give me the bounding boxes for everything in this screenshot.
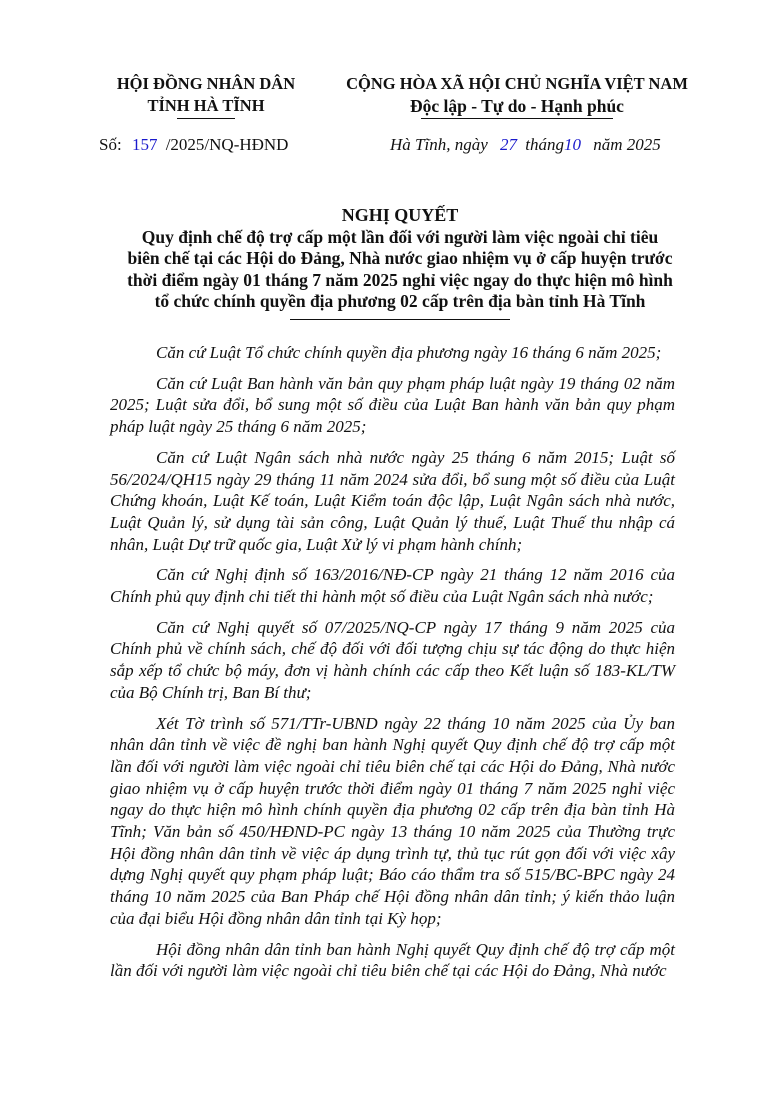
resolution-title xyxy=(100,205,700,320)
date-day: 27 xyxy=(500,135,517,154)
preamble xyxy=(110,342,675,991)
number-label: Số: xyxy=(99,135,122,154)
date-month: 10 xyxy=(563,135,581,154)
national-header xyxy=(336,73,698,119)
paragraph: Căn cứ Nghị định số 163/2016/NĐ-CP ngày 21 tháng 12 năm 2016 của Chính phủ quy định chi tiết thi hành một số điều của Luật Ngân sách nhà nước; xyxy=(110,565,675,607)
title-line: tổ chức chính quyền địa phương 02 cấp trên địa bàn tỉnh Hà Tĩnh xyxy=(154,291,646,311)
paragraph: Xét Tờ trình số 571/TTr-UBND ngày 22 tháng 10 năm 2025 của Ủy ban nhân dân tỉnh về việc đề nghị ban hành Nghị quyết Quy định chế độ trợ cấp một lần đối với người làm việc ngoài chỉ tiêu biên chế tại các Hội do Đảng, Nhà nước giao nhiệm vụ ở cấp huyện trước thời điểm ngày 01 tháng 7 năm 2025 nghỉ việc ngay do thực hiện mô hình chính quyền địa phương 02 cấp trên địa bàn tỉnh Hà Tĩnh; Văn bản số 450/HĐND-PC ngày 13 tháng 10 năm 2025 của Thường trực Hội đồng nhân dân tỉnh về việc áp dụng trình tự, thủ tục rút gọn đối với việc xây dựng Nghị quyết quy phạm pháp luật; Báo cáo thẩm tra số 515/BC-BPC ngày 24 tháng 10 năm 2025 của Ban Pháp chế Hội đồng nhân dân tỉnh; ý kiến thảo luận của đại biểu Hội đồng nhân dân tỉnh tại Kỳ họp; xyxy=(110,713,675,928)
paragraph: Căn cứ Luật Tổ chức chính quyền địa phương ngày 16 tháng 6 năm 2025; xyxy=(156,343,662,362)
national-motto: Độc lập - Tự do - Hạnh phúc xyxy=(410,96,624,116)
authority-underline xyxy=(177,118,235,119)
issue-date xyxy=(390,135,661,155)
country-name: CỘNG HÒA XÃ HỘI CHỦ NGHĨA VIỆT NAM xyxy=(346,74,688,93)
date-month-label: tháng xyxy=(525,135,564,154)
title-underline xyxy=(290,319,510,320)
document-number xyxy=(99,135,288,155)
number-value: 157 xyxy=(131,135,158,154)
title-line: biên chế tại các Hội do Đảng, Nhà nước giao nhiệm vụ ở cấp huyện trước xyxy=(127,248,673,268)
paragraph: Hội đồng nhân dân tỉnh ban hành Nghị quyết Quy định chế độ trợ cấp một lần đối với người làm việc ngoài chỉ tiêu biên chế tại các Hội do Đảng, Nhà nước xyxy=(110,939,675,981)
title-line: Quy định chế độ trợ cấp một lần đối với người làm việc ngoài chỉ tiêu xyxy=(141,226,659,247)
title-heading: NGHỊ QUYẾT xyxy=(341,205,459,225)
date-year: năm 2025 xyxy=(593,135,661,154)
province-name: TỈNH HÀ TĨNH xyxy=(147,96,265,115)
number-suffix: /2025/NQ-HĐND xyxy=(165,135,289,154)
motto-underline xyxy=(421,118,613,119)
title-line: thời điểm ngày 01 tháng 7 năm 2025 nghỉ việc ngay do thực hiện mô hình xyxy=(127,269,673,290)
paragraph: Căn cứ Nghị quyết số 07/2025/NQ-CP ngày 17 tháng 9 năm 2025 của Chính phủ về chính sách, chế độ đối với đối tượng chịu sự tác động do thực hiện sắp xếp tổ chức bộ máy, đơn vị hành chính các cấp theo Kết luận số 183-KL/TW của Bộ Chính trị, Ban Bí thư; xyxy=(110,617,675,702)
issuing-authority xyxy=(96,73,316,119)
paragraph: Căn cứ Luật Ban hành văn bản quy phạm pháp luật ngày 19 tháng 02 năm 2025; Luật sửa đổi, bổ sung một số điều của Luật Ban hành văn bản quy phạm pháp luật ngày 25 tháng 6 năm 2025; xyxy=(110,373,675,437)
council-name: HỘI ĐỒNG NHÂN DÂN xyxy=(116,74,296,93)
paragraph: Căn cứ Luật Ngân sách nhà nước ngày 25 tháng 6 năm 2015; Luật số 56/2024/QH15 ngày 29 tháng 11 năm 2024 sửa đổi, bổ sung một số điều của Luật Chứng khoán, Luật Kế toán, Luật Kiểm toán độc lập, Luật Ngân sách nhà nước, Luật Quản lý, sử dụng tài sản công, Luật Quản lý thuế, Luật Thuế thu nhập cá nhân, Luật Dự trữ quốc gia, Luật Xử lý vi phạm hành chính; xyxy=(110,447,675,554)
date-prefix: Hà Tĩnh, ngày xyxy=(390,135,488,154)
